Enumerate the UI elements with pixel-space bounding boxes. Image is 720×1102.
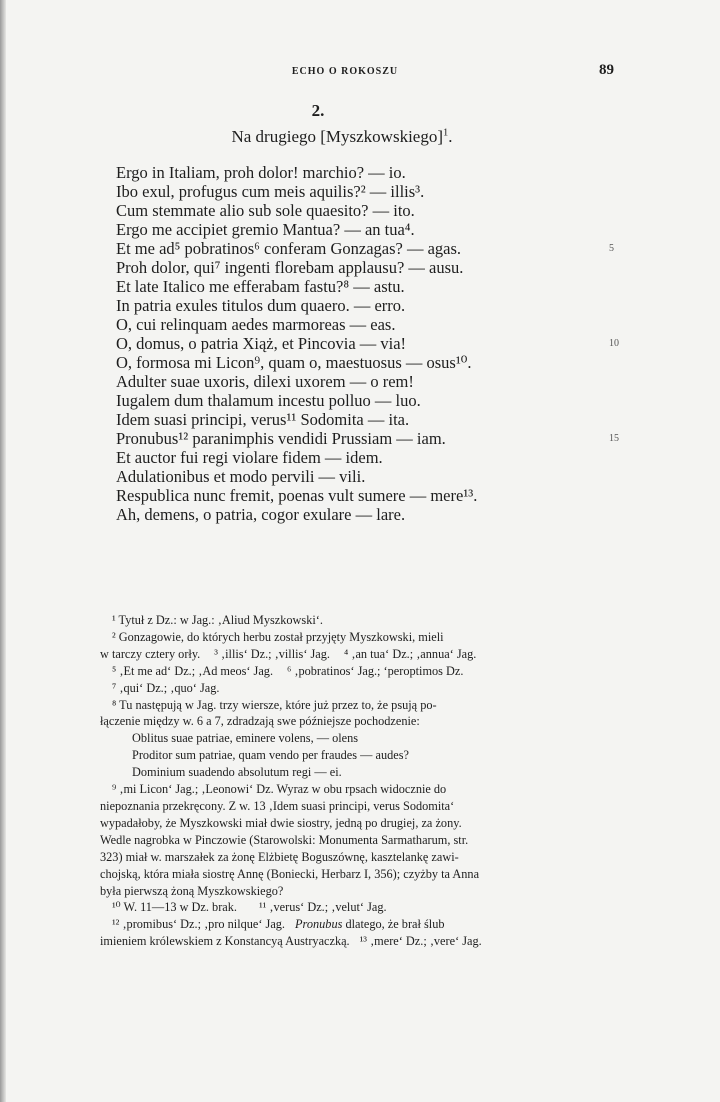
verse-line: [116, 391, 616, 410]
verse-text: Ergo me accipiet gremio Mantua? — an tua⁴.: [116, 220, 415, 239]
verse-text: Pronubus¹² paranimphis vendidi Prussiam — iam.: [116, 429, 446, 448]
footnote-10-11-line: [100, 899, 615, 916]
footnote-12c-13-line: [100, 933, 615, 950]
verse-line: [116, 220, 616, 239]
page-edge-shadow: [0, 0, 6, 1102]
verse-line: [116, 353, 616, 372]
verse-text: Respublica nunc fremit, poenas vult sumere — mere¹³.: [116, 486, 478, 505]
footnote-9c: wypadałoby, że Myszkowski miał dwie siostry, jedną po drugiej, za żony.: [100, 815, 462, 830]
verse-text: O, cui relinquam aedes marmoreas — eas.: [116, 315, 396, 334]
poem-title-text: Na drugiego [Myszkowskiego]: [231, 127, 443, 146]
verse-line: [116, 277, 616, 296]
footnote-quote-2: Proditor sum patriae, quam vendo per fraudes — audes?: [132, 748, 409, 763]
footnote-9a: ⁹ ‚mi Licon‘ Jag.; ‚Leonowi‘ Dz. Wyraz w obu rpsach widocznie do: [112, 782, 447, 797]
verse-text: Ah, demens, o patria, cogor exulare — lare.: [116, 505, 406, 524]
verse-text: Idem suasi principi, verus¹¹ Sodomita — ita.: [116, 410, 410, 429]
verse-line: [116, 258, 616, 277]
footnotes: [100, 612, 615, 950]
verse-line: [116, 163, 616, 182]
footnote-9f: chojską, która miała siostrę Annę (Boniecki, Herbarz I, 356); czyżby ta Anna: [100, 866, 480, 881]
footnote-7: ⁷ ‚qui‘ Dz.; ‚quo‘ Jag.: [112, 680, 220, 695]
footnote-12-pronubus: Pronubus: [295, 917, 343, 932]
footnote-1: ¹ Tytuł z Dz.: w Jag.: ‚Aliud Myszkowski‘.: [112, 613, 323, 627]
footnote-9b: niepoznania przekręcony. Z w. 13 ‚Idem suasi principi, verus Sodomita‘: [100, 798, 455, 813]
footnote-11: ¹¹ ‚verus‘ Dz.; ‚velut‘ Jag.: [258, 900, 387, 915]
footnote-8b: łączenie między w. 6 a 7, zdradzają swe późniejsze pochodzenie:: [100, 714, 420, 729]
poem-title-period: .: [448, 127, 453, 146]
footnote-12a: ¹² ‚promibus‘ Dz.; ‚pro nilque‘ Jag.: [112, 917, 286, 932]
footnote-8a: ⁸ Tu następują w Jag. trzy wiersze, które już przez to, że psują po-: [112, 697, 437, 712]
verse-text: Et late Italico me efferabam fastu?⁸ — astu.: [116, 277, 405, 296]
verse-text: In patria exules titulos dum quaero. — erro.: [116, 296, 406, 315]
verse-line-number: 5: [609, 243, 614, 254]
verse-line: [116, 334, 619, 353]
footnote-9e: 323) miał w. marszałek za żonę Elżbietę Boguszównę, kasztelankę zawi-: [100, 849, 459, 864]
verse-line-number: 10: [609, 338, 619, 349]
footnote-12b: dlatego, że brał ślub: [345, 917, 445, 932]
verse-text: Adulationibus et modo pervili — vili.: [116, 467, 366, 486]
verse-text: Et me ad⁵ pobratinos⁶ conferam Gonzagas? — agas.: [116, 239, 462, 258]
footnote-10: ¹⁰ W. 11—13 w Dz. brak.: [112, 900, 237, 915]
verse-text: Cum stemmate alio sub sole quaesito? — ito.: [116, 201, 415, 220]
footnote-13: ¹³ ‚mere‘ Dz.; ‚vere‘ Jag.: [359, 934, 482, 949]
verse-line-number: 15: [609, 433, 619, 444]
running-head: ECHO O ROKOSZU: [291, 66, 399, 77]
verse-line: [116, 201, 616, 220]
verse-line: [116, 429, 619, 448]
footnote-6: ⁶ ‚pobratinos‘ Jag.; ‘peroptimos Dz.: [287, 663, 464, 678]
footnote-12a-line: [100, 916, 615, 933]
verse-text: Iugalem dum thalamum incestu polluo — luo.: [116, 391, 421, 410]
poem-number: 2.: [311, 101, 325, 120]
verse-line: [116, 467, 616, 486]
verse-line: [116, 372, 616, 391]
verse-text: O, domus, o patria Xiąż, et Pincovia — via!: [116, 334, 407, 353]
verse-line: [116, 505, 616, 524]
footnote-12c: imieniem królewskiem z Konstancyą Austryaczką.: [100, 934, 350, 949]
verse-text: O, formosa mi Licon⁹, quam o, maestuosus — osus¹⁰.: [116, 353, 472, 372]
verse-line: [116, 448, 616, 467]
footnote-quote-1: Oblitus suae patriae, eminere volens, — olens: [132, 731, 359, 746]
page-header: [0, 62, 720, 82]
verse-text: Adulter suae uxoris, dilexi uxorem — o rem!: [116, 372, 414, 391]
page-number: 89: [599, 62, 614, 78]
footnote-2a: ² Gonzagowie, do których herbu został przyjęty Myszkowski, mieli: [112, 629, 444, 644]
verse-line: [116, 486, 616, 505]
verse-text: Ibo exul, profugus cum meis aquilis?² — illis³.: [116, 182, 425, 201]
footnote-5: ⁵ ‚Et me ad‘ Dz.; ‚Ad meos‘ Jag.: [112, 663, 274, 678]
footnote-2b: w tarczy cztery orły.: [100, 646, 201, 661]
footnote-9d: Wedle nagrobka w Pinczowie (Starowolski: Monumenta Sarmatharum, str.: [100, 832, 469, 847]
verse-line: [116, 182, 616, 201]
footnote-9g: była pierwszą żoną Myszkowskiego?: [100, 883, 284, 898]
poem-title-footnote-ref: 1: [443, 127, 449, 139]
verse-text: Ergo in Italiam, proh dolor! marchio? — io.: [116, 163, 406, 182]
footnote-quote-3: Dominium suadendo absolutum regi — ei.: [132, 765, 342, 780]
footnote-2b-line: [100, 646, 615, 663]
poem-title: [0, 127, 684, 147]
verse-line: [116, 296, 616, 315]
footnote-3: ³ ‚illis‘ Dz.; ‚villis‘ Jag.: [214, 646, 330, 661]
verse-line: [116, 410, 616, 429]
footnote-4: ⁴ ‚an tua‘ Dz.; ‚annua‘ Jag.: [343, 646, 477, 661]
poem-verses: [116, 163, 619, 524]
footnote-5-6-line: [100, 663, 615, 680]
verse-text: Et auctor fui regi violare fidem — idem.: [116, 448, 383, 467]
verse-text: Proh dolor, qui⁷ ingenti florebam applausu? — ausu.: [116, 258, 464, 277]
verse-line: [116, 315, 616, 334]
verse-line: [116, 239, 616, 258]
